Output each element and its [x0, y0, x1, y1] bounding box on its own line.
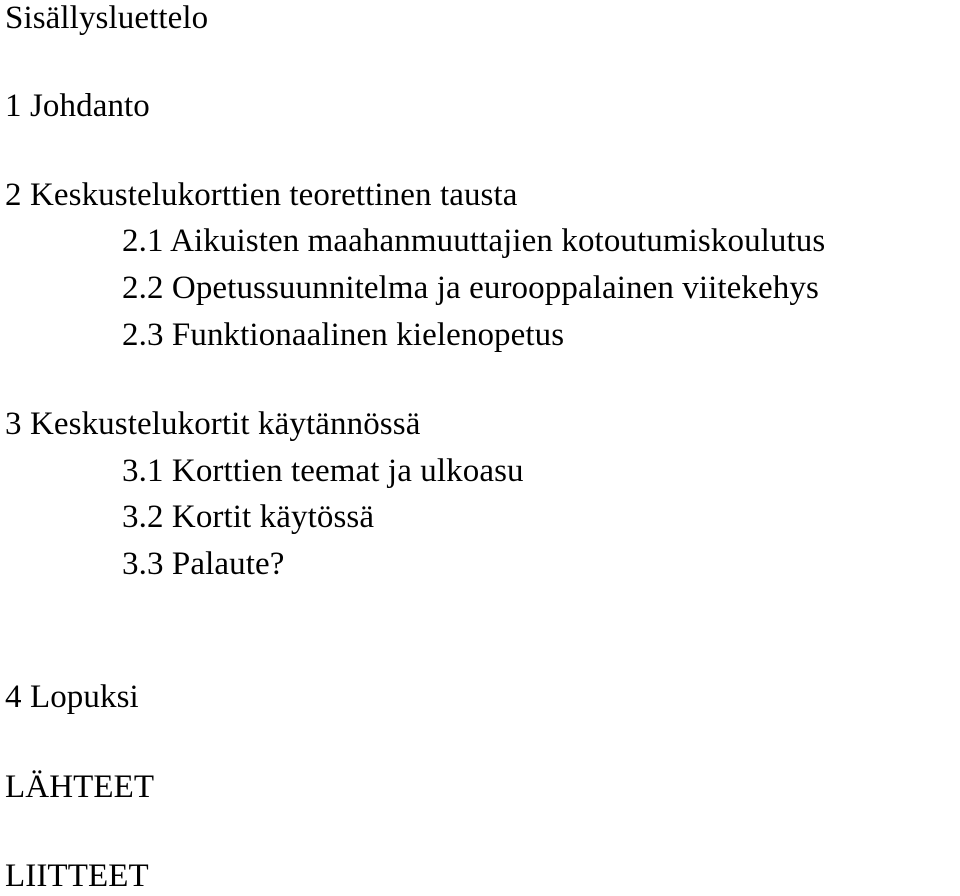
toc-entry-3-2: 3.2 Kortit käytössä — [122, 499, 375, 535]
toc-entry-3: 3 Keskustelukortit käytännössä — [5, 406, 421, 442]
toc-entry-liitteet: LIITTEET — [5, 858, 149, 894]
toc-entry-2-3: 2.3 Funktionaalinen kielenopetus — [122, 317, 565, 353]
toc-entry-4-lopuksi: 4 Lopuksi — [5, 679, 139, 715]
toc-entry-lahteet: LÄHTEET — [5, 769, 155, 805]
toc-entry-2-2: 2.2 Opetussuunnitelma ja eurooppalainen viitekehys — [122, 270, 819, 306]
toc-title: Sisällysluettelo — [5, 0, 209, 36]
toc-entry-3-3: 3.3 Palaute? — [122, 546, 285, 582]
toc-entry-2-1: 2.1 Aikuisten maahanmuuttajien kotoutumiskoulutus — [122, 223, 826, 259]
toc-entry-3-1: 3.1 Korttien teemat ja ulkoasu — [122, 453, 524, 489]
toc-entry-1-johdanto: 1 Johdanto — [5, 88, 150, 124]
toc-entry-2: 2 Keskustelukorttien teorettinen tausta — [5, 177, 518, 213]
